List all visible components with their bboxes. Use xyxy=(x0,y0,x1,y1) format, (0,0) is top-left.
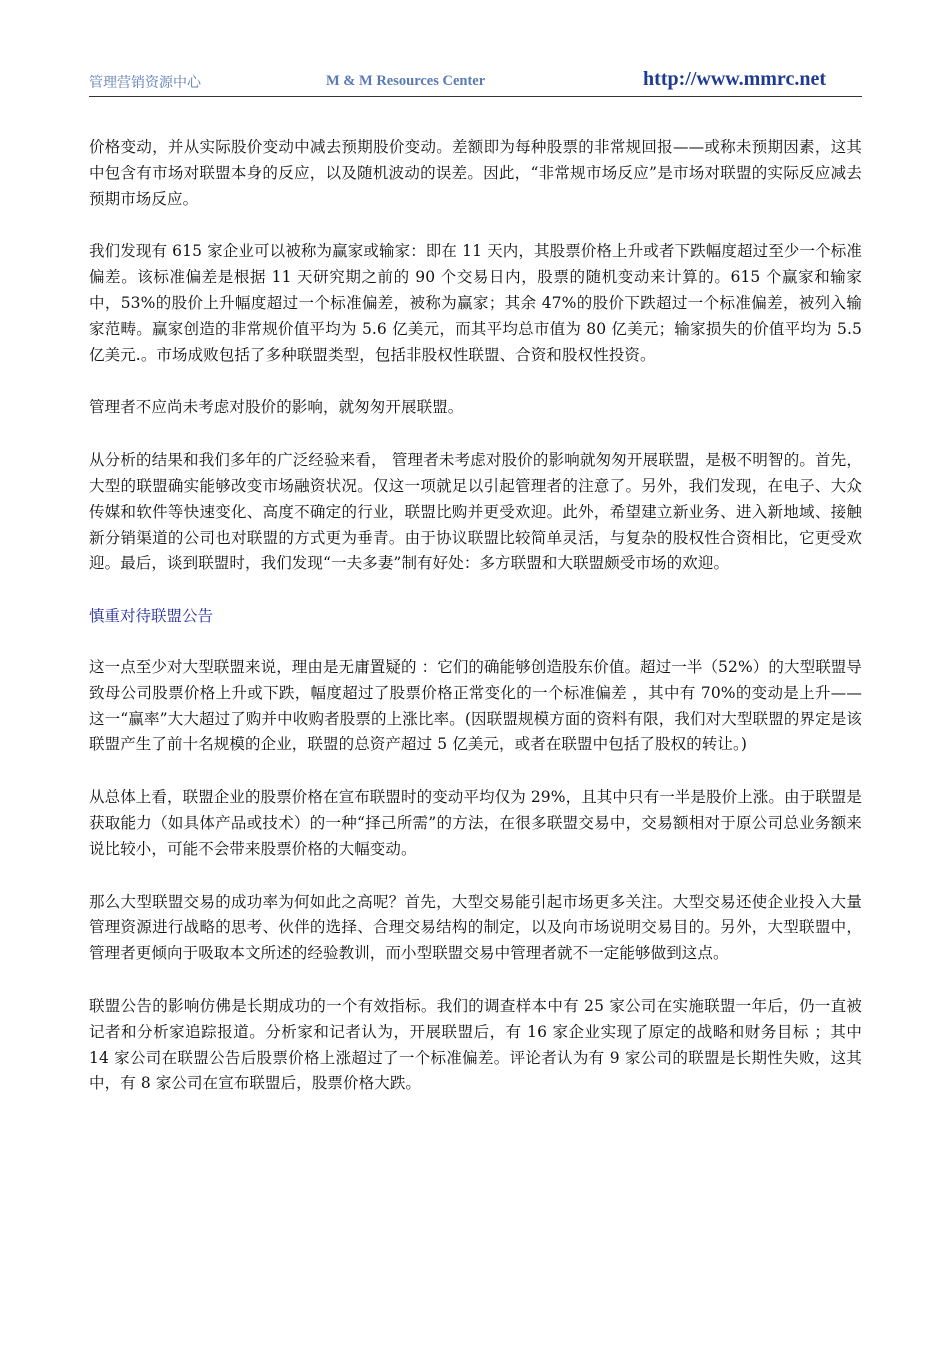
section-heading: 慎重对待联盟公告 xyxy=(89,607,214,626)
header-org-name: 管理营销资源中心 xyxy=(89,75,201,91)
paragraph-5: 这一点至少对大型联盟来说，理由是无庸置疑的 ：它们的确能够创造股东价值。超过一半（52%）的大型联盟导致母公司股票价格上升或下跌，幅度超过了股票价格正常变化的一个标准偏差 ，其中有 70%的变动是上升——这一“赢率”大大超过了购并中收购者股票的上涨比率。(因联盟规模方面的资料有限，我们对大型联盟的界定是该联盟产生了前十名规模的企业，联盟的总资产超过 5 亿美元，或者在联盟中包括了股权的转让。) xyxy=(89,657,862,754)
paragraph-8: 联盟公告的影响仿佛是长期成功的一个有效指标。我们的调查样本中有 25 家公司在实施联盟一年后，仍一直被记者和分析家追踪报道。分析家和记者认为，开展联盟后，有 16 家企业实现了原定的战略和财务目标 ；其中 14 家公司在联盟公告后股票价格上涨超过了一个标准偏差。评论者认为有 9 家公司的联盟是长期性失败，这其中，有 8 家公司在宣布联盟后，股票价格大跌。 xyxy=(89,996,862,1093)
paragraph-2: 我们发现有 615 家企业可以被称为赢家或输家：即在 11 天内，其股票价格上升或者下跌幅度超过至少一个标准偏差。该标准偏差是根据 11 天研究期之前的 90 个交易日内，股票的随机变动来计算的。615 个赢家和输家中，53%的股价上升幅度超过一个标准偏差，被称为赢家；其余 47%的股价下跌超过一个标准偏差，被列入输家范畴。赢家创造的非常规价值平均为 5.6 亿美元，而其平均总市值为 80 亿美元；输家损失的价值平均为 5.5 亿美元.。市场成败包括了多种联盟类型，包括非股权性联盟、合资和股权性投资。 xyxy=(89,242,862,364)
paragraph-4: 从分析的结果和我们多年的广泛经验来看， 管理者未考虑对股价的影响就匆匆开展联盟，是极不明智的。首先，大型的联盟确实能够改变市场融资状况。仅这一项就足以引起管理者的注意了。另外，我们发现，在电子、大众传媒和软件等快速变化、高度不确定的行业，联盟比购并更受欢迎。此外，希望建立新业务、进入新地域、接触新分销渠道的公司也对联盟的方式更为垂青。由于协议联盟比较简单灵活，与复杂的股权性合资相比，它更受欢迎。最后，谈到联盟时，我们发现“一夫多妻”制有好处：多方联盟和大联盟颇受市场的欢迎。 xyxy=(89,451,862,573)
header-url-link[interactable]: http://www.mmrc.net xyxy=(643,68,826,90)
paragraph-3: 管理者不应尚未考虑对股价的影响，就匆匆开展联盟。 xyxy=(89,398,464,417)
paragraph-7: 那么大型联盟交易的成功率为何如此之高呢？首先，大型交易能引起市场更多关注。大型交易还使企业投入大量管理资源进行战略的思考、伙伴的选择、合理交易结构的制定，以及向市场说明交易目的。另外，大型联盟中，管理者更倾向于吸取本文所述的经验教训，而小型联盟交易中管理者就不一定能够做到这点。 xyxy=(89,892,862,963)
document-body xyxy=(89,135,862,1124)
page-header xyxy=(89,66,862,97)
header-center-title: M & M Resources Center xyxy=(326,73,486,89)
paragraph-1: 价格变动，并从实际股价变动中减去预期股价变动。差额即为每种股票的非常规回报——或称未预期因素，这其中包含有市场对联盟本身的反应，以及随机波动的误差。因此，“非常规市场反应”是市场对联盟的实际反应减去预期市场反应。 xyxy=(89,138,862,208)
paragraph-6: 从总体上看，联盟企业的股票价格在宣布联盟时的变动平均仅为 29%，且其中只有一半是股价上涨。由于联盟是获取能力（如具体产品或技术）的一种“择己所需”的方法，在很多联盟交易中，交易额相对于原公司总业务额来说比较小，可能不会带来股票价格的大幅变动。 xyxy=(89,788,862,858)
